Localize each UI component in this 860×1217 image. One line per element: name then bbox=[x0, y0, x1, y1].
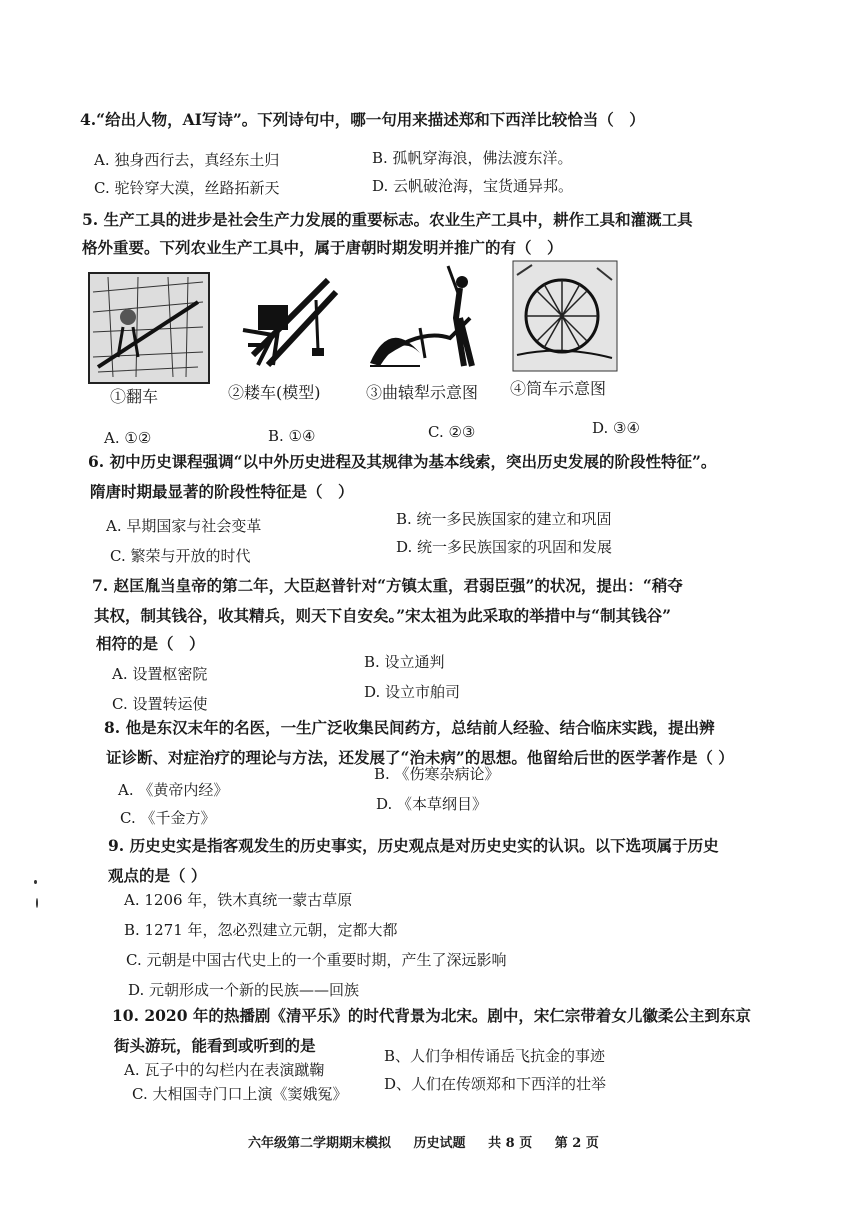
q6-option-a: A. 早期国家与社会变革 bbox=[106, 517, 262, 535]
q8-option-c: C. 《千金方》 bbox=[120, 809, 216, 827]
q9-option-b: B. 1271 年，忽必烈建立元朝，定都大都 bbox=[124, 921, 398, 939]
q10-option-b: B、人们争相传诵岳飞抗金的事迹 bbox=[384, 1047, 606, 1065]
page-footer bbox=[248, 1132, 617, 1151]
q10-option-a: A. 瓦子中的勾栏内在表演蹴鞠 bbox=[124, 1061, 325, 1079]
q9-stem-line2: 观点的是（ ） bbox=[108, 866, 207, 885]
footer-page-number: 第 2 页 bbox=[554, 1136, 599, 1151]
q9-stem-line1: 9. 历史史实是指客观发生的历史事实，历史观点是对历史史实的认识。以下选项属于历史 bbox=[108, 836, 719, 855]
q6-option-c: C. 繁荣与开放的时代 bbox=[110, 547, 251, 565]
q6-option-b: B. 统一多民族国家的建立和巩固 bbox=[396, 510, 612, 528]
q7-stem-line2: 其权，制其钱谷，收其精兵，则天下自安矣。”宋太祖为此采取的举措中与“制其钱谷” bbox=[94, 606, 671, 625]
q8-stem-line1: 8. 他是东汉末年的名医，一生广泛收集民间药方，总结前人经验、结合临床实践，提出辨 bbox=[104, 718, 715, 737]
q10-option-c: C. 大相国寺门口上演《窦娥冤》 bbox=[132, 1085, 348, 1103]
q4-stem: 4.“给出人物，AI写诗”。下列诗句中，哪一句用来描述郑和下西洋比较恰当（ ） bbox=[80, 110, 645, 129]
q5-option-a: A. ①② bbox=[104, 429, 152, 447]
footer-total-pages: 共 8 页 bbox=[488, 1136, 533, 1151]
q6-stem-line2: 隋唐时期最显著的阶段性特征是（ ） bbox=[90, 482, 354, 501]
q9-option-d: D. 元朝形成一个新的民族——回族 bbox=[128, 981, 360, 999]
q4-option-a: A. 独身西行去，真经东土归 bbox=[94, 151, 280, 169]
q9-option-c: C. 元朝是中国古代史上的一个重要时期，产生了深远影响 bbox=[126, 951, 507, 969]
figure1-caption: ①翻车 bbox=[110, 387, 159, 406]
waterwheel-fanche-figure bbox=[88, 272, 210, 384]
q7-option-d: D. 设立市舶司 bbox=[364, 683, 461, 701]
footer-exam-name: 六年级第二学期期末模拟 bbox=[248, 1136, 392, 1151]
q4-option-c: C. 驼铃穿大漠，丝路拓新天 bbox=[94, 179, 280, 197]
curved-plough-figure bbox=[360, 258, 492, 378]
q7-stem-line1: 7. 赵匡胤当皇帝的第二年，大臣赵普针对“方镇太重，君弱臣强”的状况，提出：“稍夺 bbox=[92, 576, 683, 595]
q5-option-d: D. ③④ bbox=[592, 419, 640, 437]
q8-option-d: D. 《本草纲目》 bbox=[376, 795, 488, 813]
figure3-caption: ③曲辕犁示意图 bbox=[366, 383, 479, 402]
q4-option-b: B. 孤帆穿海浪，佛法渡东洋。 bbox=[372, 149, 573, 167]
q7-stem-line3: 相符的是（ ） bbox=[96, 634, 205, 653]
scan-speck bbox=[36, 898, 38, 908]
q10-stem-line1: 10. 2020 年的热播剧《清平乐》的时代背景为北宋。剧中，宋仁宗带着女儿徽柔公主到东京 bbox=[112, 1006, 751, 1025]
q8-option-b: B. 《伤寒杂病论》 bbox=[374, 765, 500, 783]
q7-option-b: B. 设立通判 bbox=[364, 653, 445, 671]
footer-subject: 历史试题 bbox=[413, 1136, 466, 1151]
q8-stem-line2: 证诊断、对症治疗的理论与方法，还发展了“治未病”的思想。他留给后世的医学著作是（ ） bbox=[106, 748, 734, 767]
q5-option-b: B. ①④ bbox=[268, 427, 316, 445]
q10-stem-line2: 街头游玩，能看到或听到的是 bbox=[114, 1036, 316, 1055]
q6-option-d: D. 统一多民族国家的巩固和发展 bbox=[396, 538, 613, 556]
q8-option-a: A. 《黄帝内经》 bbox=[118, 781, 229, 799]
q5-stem-line1: 5. 生产工具的进步是社会生产力发展的重要标志。农业生产工具中，耕作工具和灌溉工具 bbox=[82, 210, 693, 229]
seed-drill-louche-figure bbox=[228, 270, 340, 374]
q5-option-c: C. ②③ bbox=[428, 423, 476, 441]
q9-option-a: A. 1206 年，铁木真统一蒙古草原 bbox=[124, 891, 353, 909]
q7-option-c: C. 设置转运使 bbox=[112, 695, 208, 713]
q7-option-a: A. 设置枢密院 bbox=[112, 665, 208, 683]
figure4-caption: ④筒车示意图 bbox=[510, 379, 607, 398]
q6-stem-line1: 6. 初中历史课程强调“以中外历史进程及其规律为基本线索，突出历史发展的阶段性特征”。 bbox=[88, 452, 717, 471]
q10-option-d: D、人们在传颂郑和下西洋的壮举 bbox=[384, 1075, 607, 1093]
figure2-caption: ②耧车(模型) bbox=[228, 383, 321, 402]
q4-option-d: D. 云帆破沧海，宝货通异邦。 bbox=[372, 177, 574, 195]
bucket-wheel-tongche-figure bbox=[512, 260, 618, 372]
q5-stem-line2: 格外重要。下列农业生产工具中，属于唐朝时期发明并推广的有（ ） bbox=[82, 238, 563, 257]
scan-speck bbox=[34, 880, 37, 884]
